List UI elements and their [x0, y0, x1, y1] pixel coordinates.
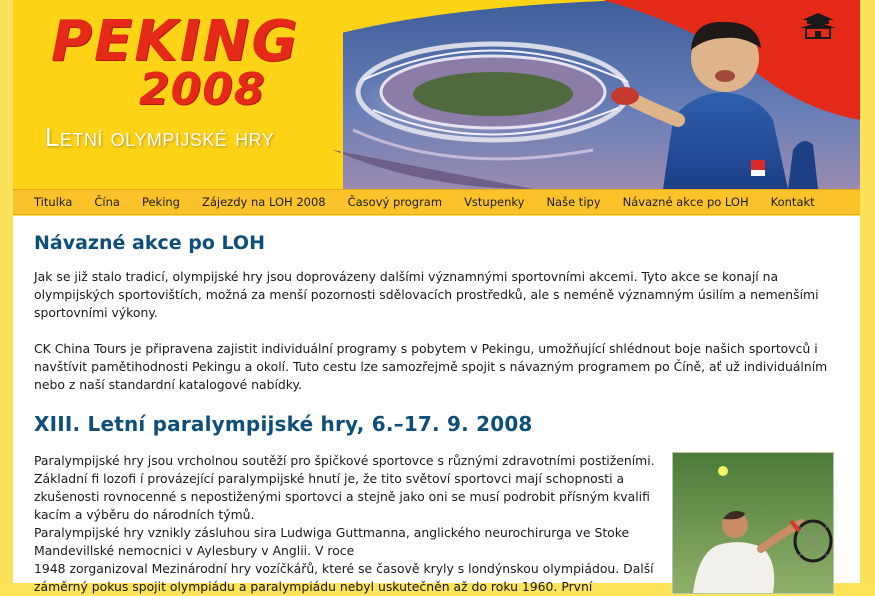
nav-item-kontakt[interactable]: Kontakt	[770, 195, 815, 209]
paralympic-paragraph-2: Paralympijské hry vznikly zásluhou sira Ludwiga Guttmanna, anglického neurochirurga ve Stoke Mandevillské nemocnici v Aylesbury v Anglii. V roce	[34, 525, 630, 558]
section-body	[34, 452, 840, 596]
intro-paragraph-2: CK China Tours je připravena zajistit individuální programy s pobytem v Pekingu, umožňující shlédnout boje našich sportovců i navštívit pamětihodnosti Pekingu a okolí. Tuto cestu lze samozřejmě spojit s návazným programem po Číně, ať už individuálním nebo z naší standardní katalogové nabídky.	[34, 341, 828, 392]
main-content	[13, 216, 860, 594]
main-nav	[13, 189, 860, 215]
nav-item-nase-tipy[interactable]: Naše tipy	[546, 195, 601, 209]
logo-word[interactable]: PEKING	[51, 9, 300, 74]
logo-year[interactable]: 2008	[139, 64, 266, 115]
paralympic-paragraph-3: 1948 zorganizoval Mezinárodní hry vozíčkářů, které se časově kryly s londýnskou olympiádou. Další záměrný pokus spojit olympiádu a paralympiádu nebyl uskutečněn až do roku 1960. První	[34, 561, 654, 594]
frame-right	[860, 0, 875, 583]
site-subtitle	[45, 122, 274, 153]
nav-item-titulka[interactable]: Titulka	[34, 195, 73, 209]
nav-item-cina[interactable]: Čína	[94, 195, 120, 209]
nav-item-casovy-program[interactable]: Časový program	[347, 195, 443, 209]
china-tours-logo[interactable]	[778, 10, 858, 53]
nav-item-navazne-akce[interactable]: Návazné akce po LOH	[622, 195, 749, 209]
subtitle-text: Letní olympijské hry	[45, 122, 275, 152]
brand-text: china tours	[793, 42, 843, 53]
header-banner	[13, 0, 860, 189]
paralympic-paragraph-1: Paralympijské hry jsou vrcholnou soutěží pro špičkové sportovce s různými zdravotními postiženími. Základní fi lozofi í provázející paralympijské hnutí je, že tito světoví sportovci mají schopnosti a zkušenosti rovnocenné s nepostiženými sportovci a stejně jako oni se musí podrobit přísným kvalifi kacím a výběru do národních týmů.	[34, 453, 655, 522]
nav-item-peking[interactable]: Peking	[141, 195, 180, 209]
pagoda-icon	[798, 10, 838, 40]
tennis-player-photo	[672, 452, 834, 594]
nav-item-zajezdy[interactable]: Zájezdy na LOH 2008	[201, 195, 326, 209]
frame-left	[0, 0, 13, 583]
nav-item-vstupenky[interactable]: Vstupenky	[464, 195, 525, 209]
page-title: Návazné akce po LOH	[34, 232, 265, 254]
section-title: XIII. Letní paralympijské hry, 6.–17. 9. 2008	[34, 412, 533, 436]
intro-paragraph-1: Jak se již stalo tradicí, olympijské hry jsou doprovázeny dalšími významnými sportovními akcemi. Tyto akce se konají na olympijských sportovištích, možná za menší pozornosti sdělovacích prostředků, ale s neméně významným úsilím a nemenšími sportovními výkony.	[34, 269, 819, 320]
